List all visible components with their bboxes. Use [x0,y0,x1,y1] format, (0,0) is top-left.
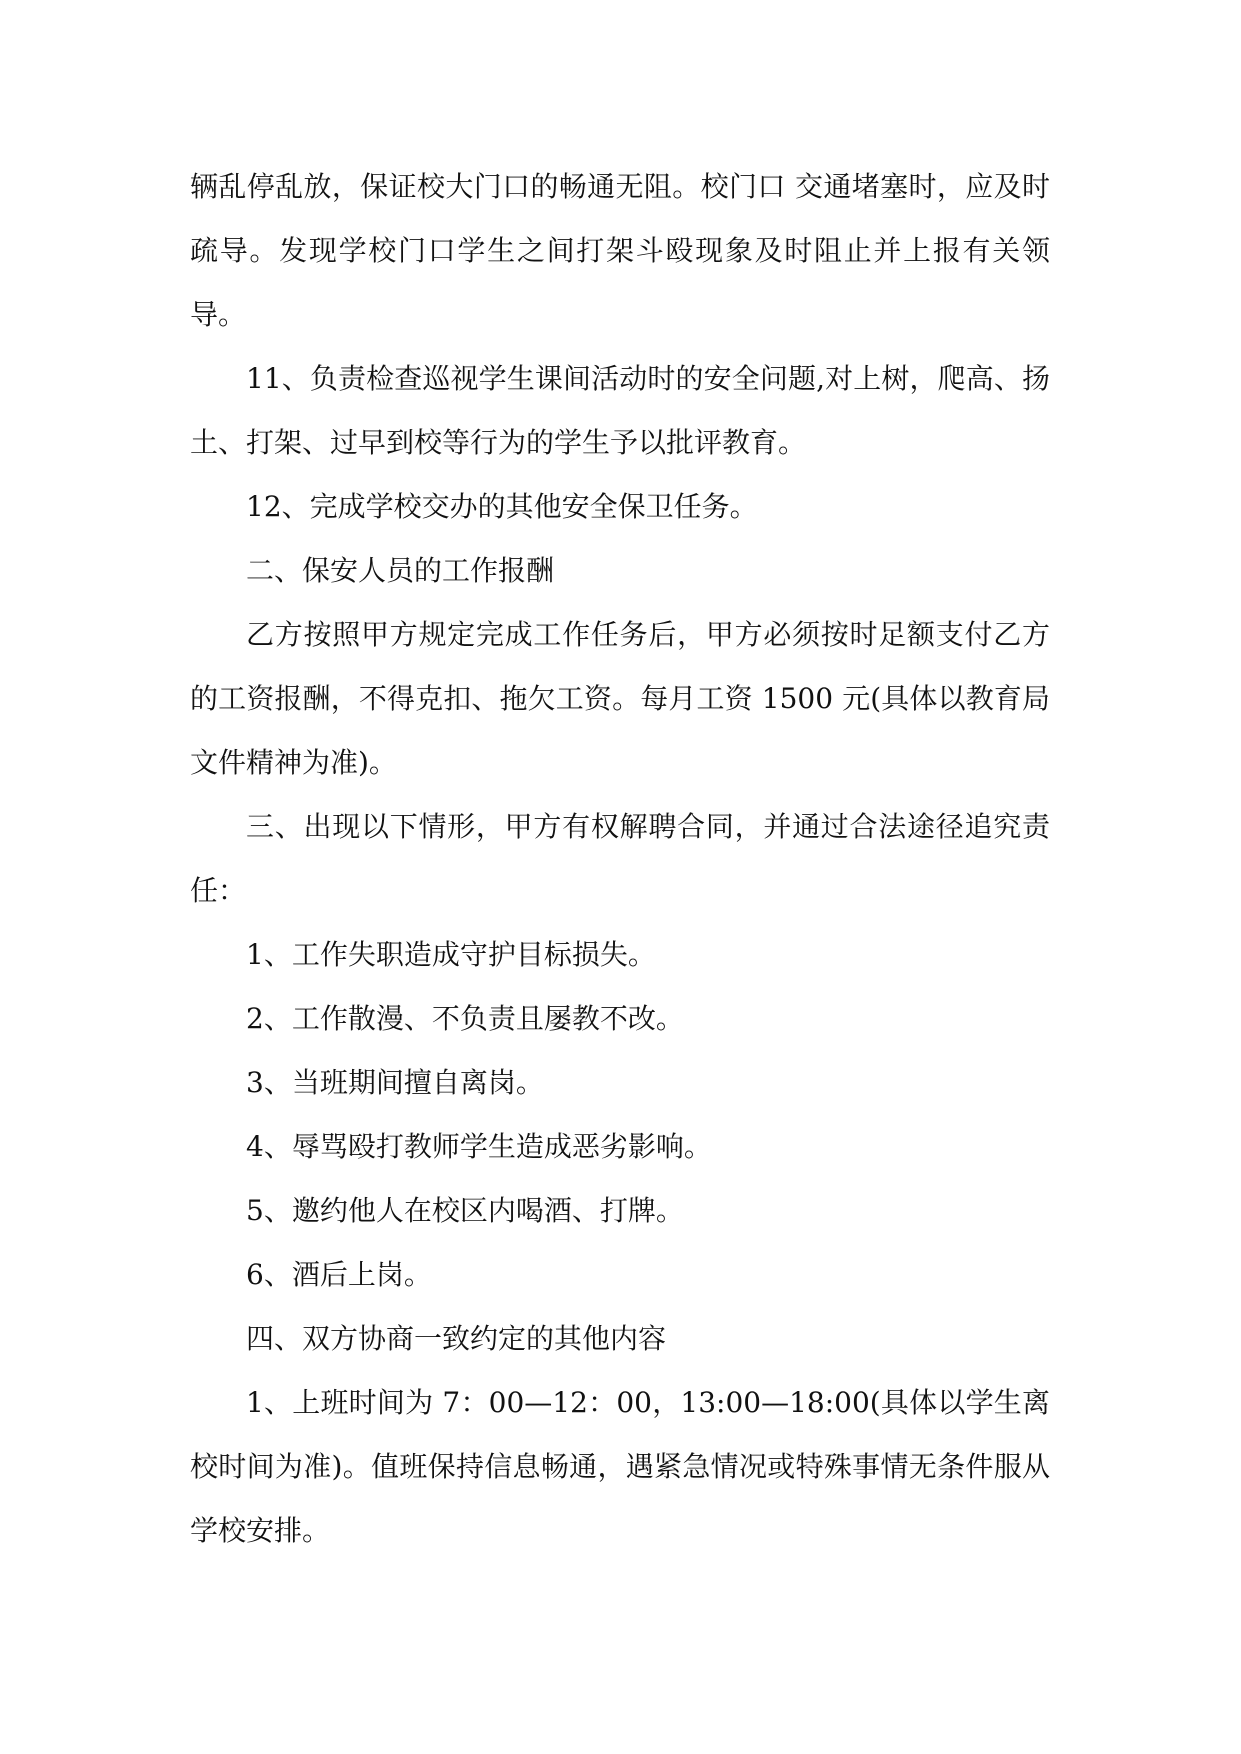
paragraph-item-12: 12、完成学校交办的其他安全保卫任务。 [246,490,758,523]
document-body [190,155,1050,1563]
list-item: 2、工作散漫、不负责且屡教不改。 [246,1002,684,1035]
section-heading-2: 二、保安人员的工作报酬 [246,554,555,587]
section-heading-4: 四、双方协商一致约定的其他内容 [246,1322,667,1355]
paragraph-pay: 乙方按照甲方规定完成工作任务后，甲方必须按时足额支付乙方的工资报酬，不得克扣、拖欠工资。每月工资 1500 元(具体以教育局文件精神为准)。 [190,618,1050,779]
section-heading-3: 三、出现以下情形，甲方有权解聘合同，并通过合法途径追究责任： [190,810,1050,907]
list-item: 1、工作失职造成守护目标损失。 [246,938,656,971]
paragraph-item-11: 11、负责检查巡视学生课间活动时的安全问题,对上树，爬高、扬土、打架、过早到校等行为的学生予以批评教育。 [190,362,1050,459]
paragraph-continuation: 辆乱停乱放，保证校大门口的畅通无阻。校门口 交通堵塞时，应及时疏导。发现学校门口学生之间打架斗殴现象及时阻止并上报有关领导。 [190,170,1050,331]
list-item: 6、酒后上岗。 [246,1258,432,1291]
paragraph-work-hours: 1、上班时间为 7：00—12：00，13:00—18:00(具体以学生离校时间为准)。值班保持信息畅通，遇紧急情况或特殊事情无条件服从学校安排。 [190,1386,1050,1547]
list-item: 4、辱骂殴打教师学生造成恶劣影响。 [246,1130,712,1163]
list-item: 5、邀约他人在校区内喝酒、打牌。 [246,1194,684,1227]
list-item: 3、当班期间擅自离岗。 [246,1066,544,1099]
